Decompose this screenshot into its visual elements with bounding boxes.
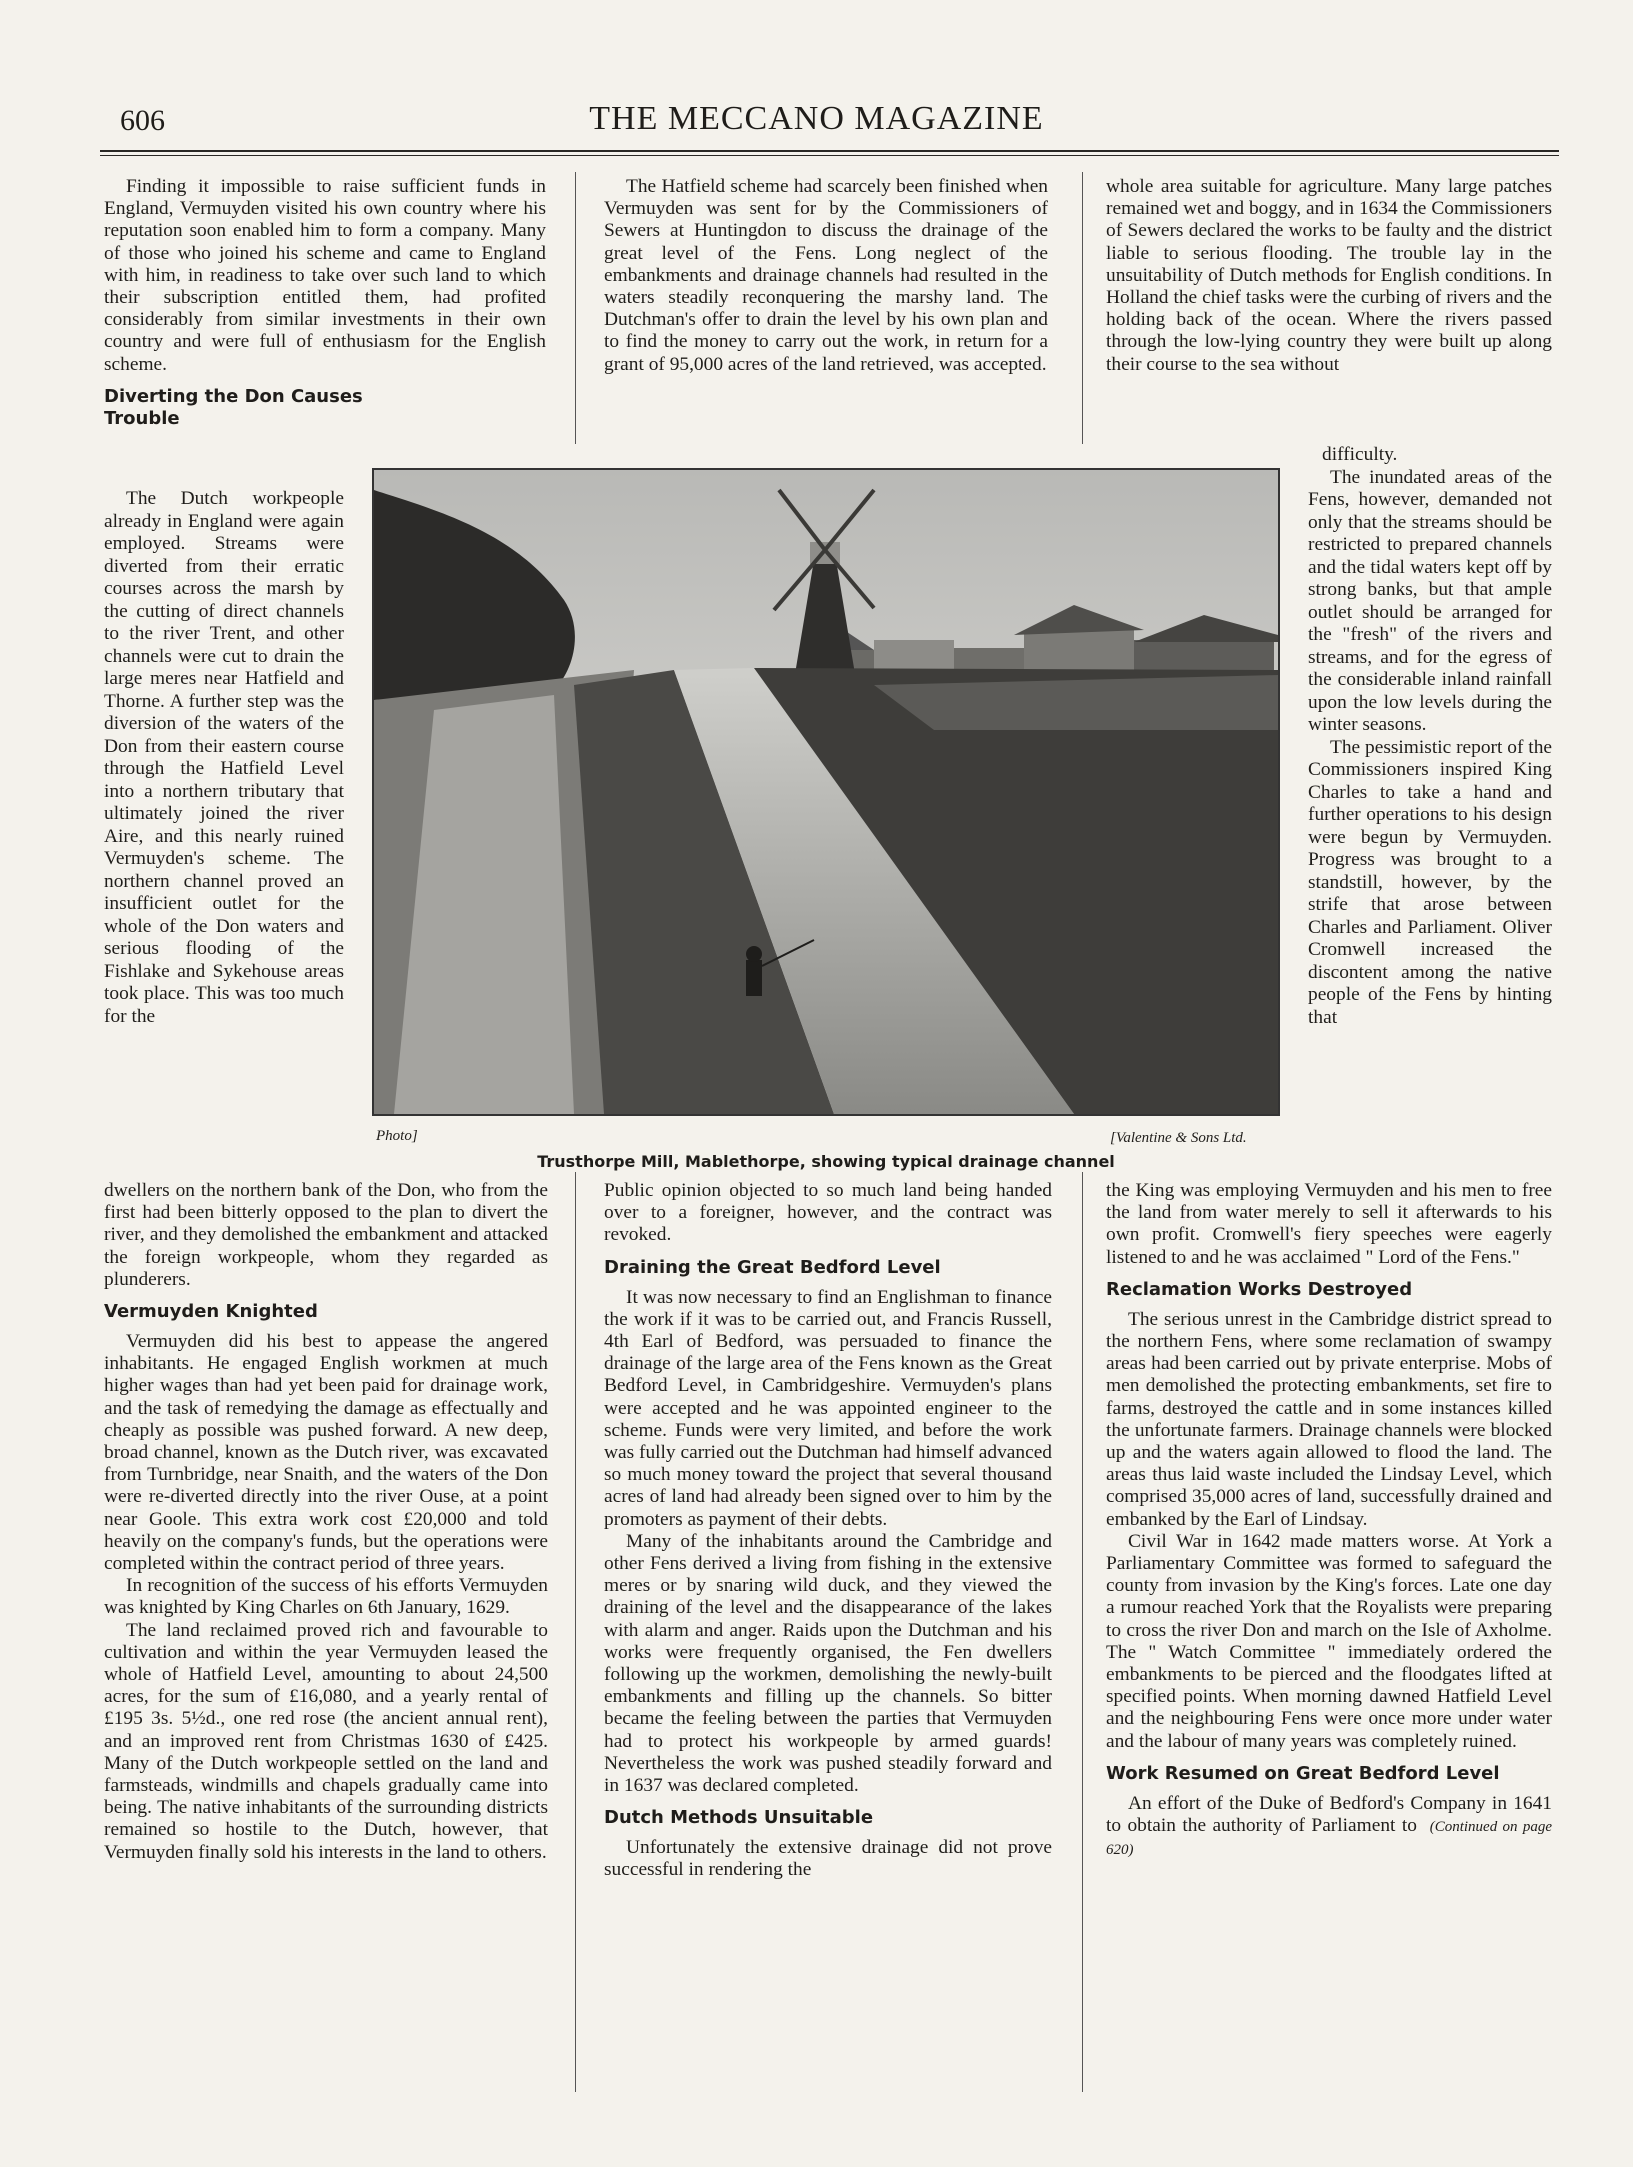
paragraph: The land reclaimed proved rich and favourable to cultivation and within the year Vermuyden leased the whole of Hatfield Level, amounting to about 24,500 acres, for the sum of £16,080, and a yearly rental of £195 3s. 5½d., one red rose (the ancient annual rent), and an improved rent from Christmas 1630 of £425. Many of the Dutch workpeople settled on the land and farmsteads, windmills and chapels gradually came into being. The native inhabitants of the surrounding districts remained so hostile to the Dutch, however, that Vermuyden finally sold his interests in the land to others. — [104, 1619, 548, 1863]
section-heading: Diverting the Don Causes Trouble — [104, 385, 363, 429]
photo-caption: Trusthorpe Mill, Mablethorpe, showing typical drainage channel — [537, 1152, 1115, 1171]
paragraph: The pessimistic report of the Commissioners inspired King Charles to take a hand and further operations to his design were begun by Vermuyden. Progress was brought to a standstill, however, by the strife that arose between Charles and Parliament. Oliver Cromwell increased the discontent among the native people of the Fens by hinting that — [1308, 736, 1552, 1028]
column-1-beside-photo — [104, 488, 344, 1028]
paragraph: The Hatfield scheme had scarcely been finished when Vermuyden was sent for by the Commissioners of Sewers at Huntingdon to discuss the drainage of the great level of the Fens. Long neglect of the embankments and drainage channels had resulted in the waters steadily reconquering the marshy land. The Dutchman's offer to drain the level by his own plan and to find the money to carry out the work, in return for a grant of 95,000 acres of the land retrieved, was accepted. — [604, 176, 1048, 375]
windmill-photo-graphic — [374, 470, 1278, 1114]
paragraph: Civil War in 1642 made matters worse. At York a Parliamentary Committee was formed to safeguard the county from invasion by the King's forces. Late one day a rumour reached York that the Royalists were preparing to cross the river Don and march on the Isle of Axholme. The " Watch Committee " immediately ordered the embankments to be pierced and the floodgates lifted at specified points. When morning dawned Hatfield Level and the neighbouring Fens were once more under water and the labour of many years was completely ruined. — [1106, 1530, 1552, 1752]
photo-credit-right: [Valentine & Sons Ltd. — [1110, 1130, 1247, 1146]
paragraph: It was now necessary to find an Englishman to finance the work if it was to be carried out, and Francis Russell, 4th Earl of Bedford, was persuaded to finance the drainage of the large area of the Fens known as the Great Bedford Level, in Cambridgeshire. Vermuyden's plans were accepted and he was appointed engineer to the scheme. Funds were very limited, and before the work was fully carried out the Dutchman had himself advanced so much money toward the project that several thousand acres of land had already been signed over to him by the promoters as payment of their debts. — [604, 1286, 1052, 1530]
paragraph: The Dutch workpeople already in England were again employed. Streams were diverted from their erratic courses across the marsh by the cutting of direct channels to the river Trent, and other channels were cut to drain the large meres near Hatfield and Thorne. A further step was the diversion of the waters of the Don from their eastern course through the Hatfield Level into a northern tributary that ultimately joined the river Aire, and this nearly ruined Vermuyden's scheme. The northern channel proved an insufficient outlet for the whole of the Don waters and serious flooding of the Fishlake and Sykehouse areas took place. This was too much for the — [104, 488, 344, 1027]
paragraph: the King was employing Vermuyden and his men to free the land from water merely to sell it afterwards to his own profit. Cromwell's fiery speeches were eagerly listened to and he was acclaimed " Lord of the Fens." — [1106, 1180, 1552, 1268]
paragraph-text: An effort of the Duke of Bedford's Company in 1641 to obtain the authority of Parliament to — [1106, 1792, 1552, 1837]
header-rule-thin — [100, 155, 1559, 156]
column-rule-left — [575, 172, 576, 444]
column-rule-right-lower — [1082, 1172, 1083, 2092]
paragraph: Many of the inhabitants around the Cambridge and other Fens derived a living from fishing in the extensive meres or by snaring wild duck, and they viewed the draining of the level and the disappearance of the lakes with alarm and anger. Raids upon the Dutchman and his works were frequently organised, the Fen dwellers following up the workmen, demolishing the newly-built embankments and filling up the channels. So bitter became the feeling between the parties that Vermuyden had to protect his workpeople by armed guards! Nevertheless the work was pushed steadily forward and in 1637 was declared completed. — [604, 1530, 1052, 1797]
column-2-lower — [604, 1180, 1052, 1882]
photo-credit-left: Photo] — [376, 1128, 418, 1144]
page-number: 606 — [120, 104, 165, 137]
paragraph: difficulty. — [1322, 444, 1398, 465]
paragraph: In recognition of the success of his efforts Vermuyden was knighted by King Charles on 6th January, 1629. — [104, 1575, 548, 1619]
magazine-title: THE MECCANO MAGAZINE — [589, 100, 1044, 137]
paragraph: dwellers on the northern bank of the Don, who from the first had been bitterly opposed to the plan to divert the river, and they demolished the embankment and attacked the foreign workpeople, whom they regarded as plunderers. — [104, 1180, 548, 1290]
section-heading: Draining the Great Bedford Level — [604, 1256, 941, 1278]
header-rule — [100, 150, 1559, 152]
section-heading: Vermuyden Knighted — [104, 1301, 318, 1323]
continued-note: (Continued on page 620) — [1106, 1819, 1552, 1859]
column-rule-right — [1082, 172, 1083, 444]
column-rule-left-lower — [575, 1172, 576, 2092]
windmill-photo — [372, 468, 1280, 1116]
paragraph: Public opinion objected to so much land being handed over to a foreigner, however, and the contract was revoked. — [604, 1180, 1052, 1246]
section-heading: Reclamation Works Destroyed — [1106, 1278, 1413, 1300]
column-3-lower — [1106, 1180, 1552, 1861]
paragraph: Finding it impossible to raise sufficient funds in England, Vermuyden visited his own country where his reputation soon enabled him to form a company. Many of those who joined his scheme and came to England with him, in readiness to take over such land to which their subscription entitled them, had profited considerably from similar investments in their own country and were full of enthusiasm for the English scheme. — [104, 176, 546, 375]
column-3-beside-photo — [1308, 444, 1552, 1029]
column-1-lower — [104, 1180, 548, 1864]
section-heading: Work Resumed on Great Bedford Level — [1106, 1762, 1500, 1784]
column-2-top — [604, 176, 1048, 376]
paragraph — [1106, 1793, 1552, 1862]
column-3-top — [1106, 176, 1552, 376]
column-1-top — [104, 176, 546, 438]
paragraph: whole area suitable for agriculture. Many large patches remained wet and boggy, and in 1634 the Commissioners of Sewers declared the works to be faulty and the district liable to serious flooding. The trouble lay in the unsuitability of Dutch methods for English conditions. In Holland the chief tasks were the curbing of rivers and the holding back of the ocean. Where the rivers passed through the low-lying country they were built up along their course to the sea without — [1106, 176, 1552, 375]
paragraph: Vermuyden did his best to appease the angered inhabitants. He engaged English workmen at much higher wages than had yet been paid for drainage work, and the task of remedying the damage as effectually and cheaply as possible was pushed forward. A new deep, broad channel, known as the Dutch river, was excavated from Turnbridge, near Snaith, and the waters of the Don were re-diverted directly into the river Ouse, at a point near Goole. This extra work cost £20,000 and told heavily on the company's funds, but the operations were completed within the contract period of three years. — [104, 1331, 548, 1575]
section-heading: Dutch Methods Unsuitable — [604, 1807, 874, 1829]
paragraph: The serious unrest in the Cambridge district spread to the northern Fens, where some reclamation of swampy areas had been carried out by private enterprise. Mobs of men demolished the protecting embankments, set fire to farms, destroyed the cattle and in some instances killed the unfortunate farmers. Drainage channels were blocked up and the waters again allowed to flood the land. The areas thus laid waste included the Lindsay Level, which comprised 35,000 acres of land, successfully drained and embanked by the Earl of Lindsay. — [1106, 1308, 1552, 1530]
paragraph: The inundated areas of the Fens, however, demanded not only that the streams should be restricted to prepared channels and the tidal waters kept off by strong banks, but that ample outlet should be arranged for the "fresh" of the rivers and streams, and for the egress of the considerable inland rainfall upon the low levels during the winter seasons. — [1308, 466, 1552, 735]
paragraph: Unfortunately the extensive drainage did not prove successful in rendering the — [604, 1837, 1052, 1881]
